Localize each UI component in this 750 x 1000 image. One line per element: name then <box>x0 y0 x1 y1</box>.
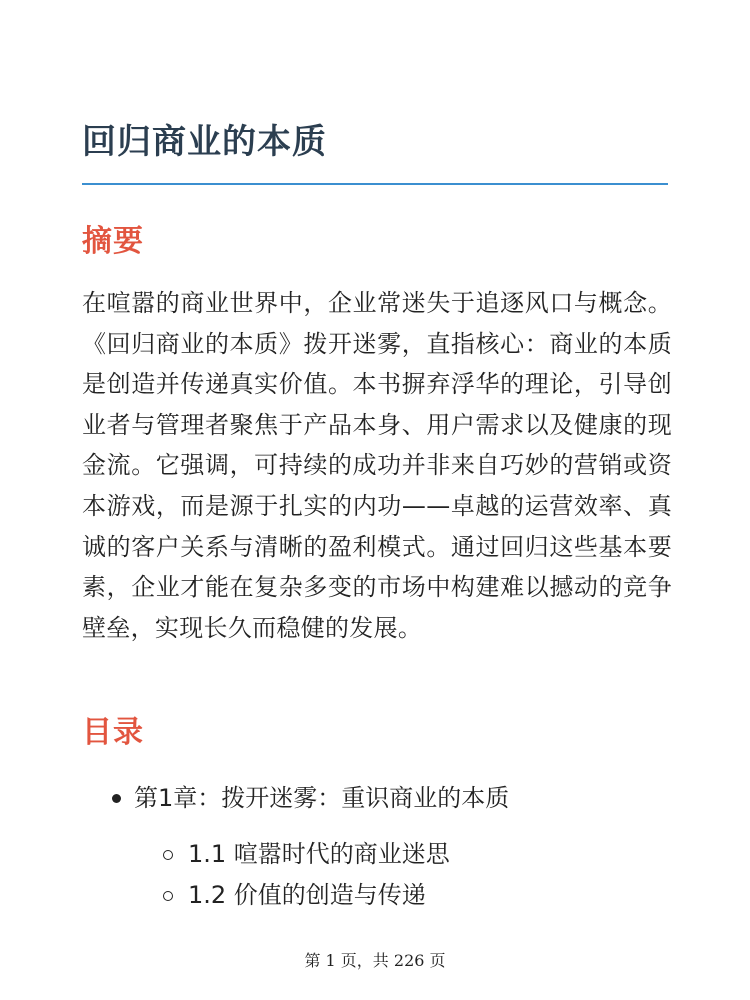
document-title: 回归商业的本质 <box>82 122 327 162</box>
toc-section-1-1[interactable]: 1.1 喧嚣时代的商业迷思 <box>188 840 450 868</box>
abstract-body: 在喧嚣的商业世界中，企业常迷失于追逐风口与概念。《回归商业的本质》拨开迷雾，直指核心：商业的本质是创造并传递真实价值。本书摒弃浮华的理论，引导创业者与管理者聚焦于产品本身、用户需求以及健康的现金流。它强调，可持续的成功并非来自巧妙的营销或资本游戏，而是源于扎实的内功——卓越的运营效率、真诚的客户关系与清晰的盈利模式。通过回归这些基本要素，企业才能在复杂多变的市场中构建难以撼动的竞争壁垒，实现长久而稳健的发展。 <box>82 289 672 642</box>
title-divider <box>82 183 668 185</box>
toc-section-1-2[interactable]: 1.2 价值的创造与传递 <box>188 881 426 909</box>
bullet-circle-icon <box>163 891 173 901</box>
page-footer: 第 1 页，共 226 页 <box>304 951 446 970</box>
abstract-heading: 摘要 <box>82 224 144 259</box>
toc-chapter-1[interactable]: 第1章：拨开迷雾：重识商业的本质 <box>134 784 510 812</box>
bullet-disc-icon <box>112 794 121 803</box>
toc-heading: 目录 <box>82 715 144 750</box>
bullet-circle-icon <box>163 850 173 860</box>
